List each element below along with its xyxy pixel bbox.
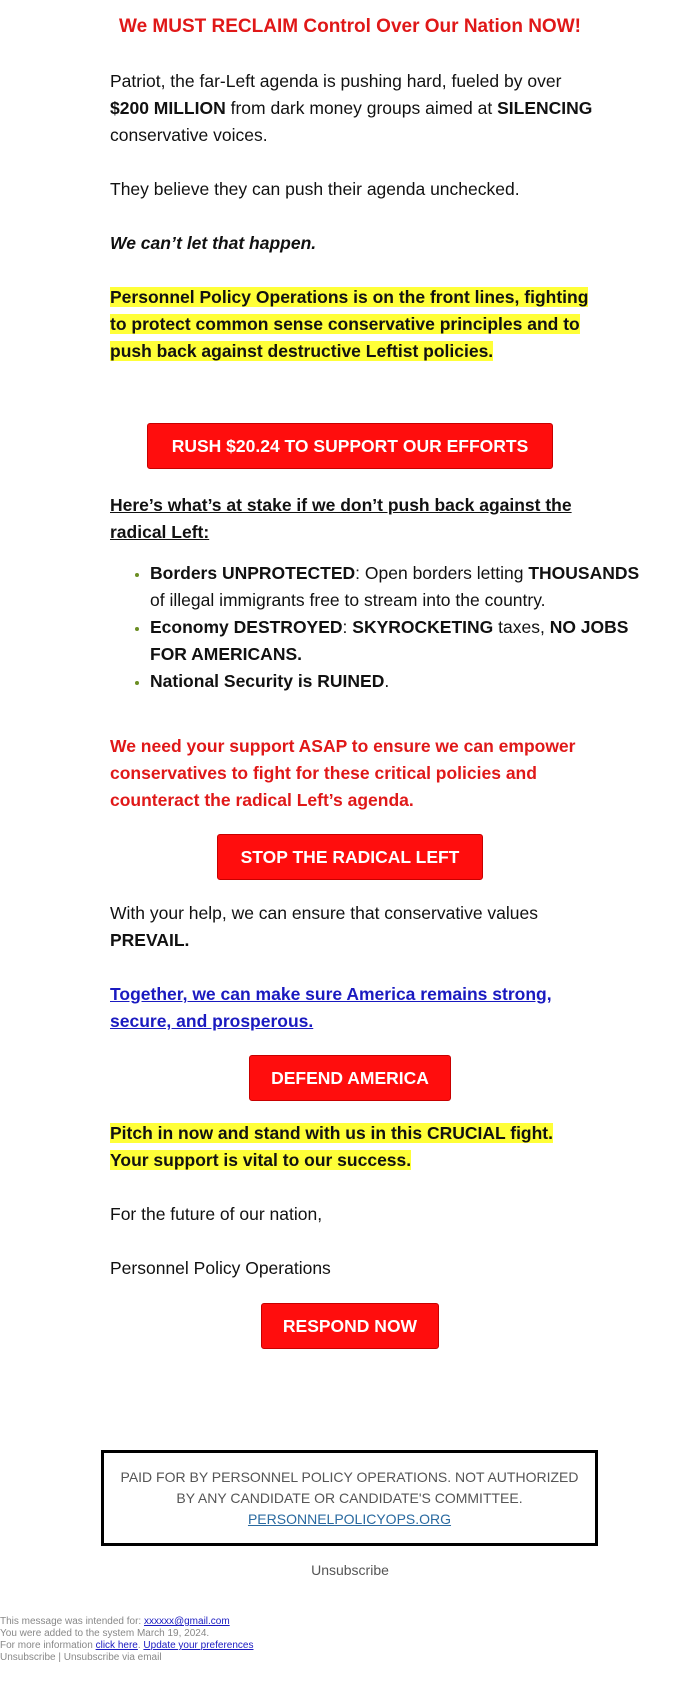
stake2-bold-3: NO JOBS FOR AMERICANS. [150,617,629,664]
footer-intended-text: This message was intended for: [0,1616,144,1627]
headline: We MUST RECLAIM Control Over Our Nation NOW! [119,16,581,37]
disclaimer-link[interactable]: PERSONNELPOLICYOPS.ORG [247,1511,452,1527]
stake1-text-1: : Open borders letting [355,563,529,583]
defend-america-button[interactable]: DEFEND AMERICA [249,1055,451,1101]
list-item [150,560,640,614]
help-text: With your help, we can ensure that conservative values [110,903,538,923]
disclaimer-text: PAID FOR BY PERSONNEL POLICY OPERATIONS. NOT AUTHORIZED BY ANY CANDIDATE OR CANDIDATE'S COMMITTEE. [120,1469,579,1506]
stake2-bold-2: SKYROCKETING [352,617,494,637]
highlight-text-1: Personnel Policy Operations is on the front lines, fighting to protect common sense conservative principles and to push back against destructive Leftist policies. [110,287,589,361]
stake2-text-1: : [342,617,353,637]
help-paragraph [110,900,600,954]
stake3-text-1: . [384,671,390,691]
signature: Personnel Policy Operations [110,1258,331,1278]
disclaimer-box [101,1450,598,1546]
intro-text-2: from dark money groups aimed at [225,98,498,118]
footer [0,1616,253,1664]
intro-text-1: Patriot, the far-Left agenda is pushing hard, fueled by over [110,71,562,91]
footer-separator: . [137,1640,144,1651]
stake1-bold-1: Borders UNPROTECTED [150,563,356,583]
list-item [150,668,640,695]
intro-paragraph [110,68,600,149]
intro-text-3: conservative voices. [110,125,268,145]
footer-line-2: You were added to the system March 19, 2024. [0,1628,210,1639]
help-bold: PREVAIL. [110,930,190,950]
list-item [150,614,640,668]
stakes-heading [110,492,600,546]
highlight-paragraph-2 [110,1120,590,1174]
stake2-text-2: taxes, [493,617,550,637]
highlight-paragraph-1 [110,284,590,365]
stakes-list [110,560,640,695]
rush-donate-button[interactable]: RUSH $20.24 TO SUPPORT OUR EFFORTS [147,423,553,469]
red-support-paragraph: We need your support ASAP to ensure we can empower conservatives to fight for these critical policies and counteract the radical Left’s agenda. [110,736,576,810]
intro-bold-1: $200 MILLION [110,98,226,118]
link-paragraph [110,981,600,1035]
intro-bold-2: SILENCING [497,98,593,118]
closing-line: For the future of our nation, [110,1204,323,1224]
stop-radical-left-button[interactable]: STOP THE RADICAL LEFT [217,834,483,880]
stake3-bold-1: National Security is RUINED [150,671,385,691]
together-link[interactable]: Together, we can make sure America remains strong, secure, and prosperous. [110,984,552,1031]
footer-more-info-text: For more information [0,1640,96,1651]
unsubscribe-link[interactable]: Unsubscribe [311,1562,389,1578]
stakes-heading-text: Here’s what’s at stake if we don’t push back against the radical Left: [110,495,572,542]
stake1-text-2: of illegal immigrants free to stream into the country. [150,590,546,610]
highlight-text-2: Pitch in now and stand with us in this CRUCIAL fight. Your support is vital to our success. [110,1123,553,1170]
footer-line-1 [0,1616,253,1628]
paragraph-cant-let: We can’t let that happen. [110,233,317,253]
footer-email-link[interactable]: xxxxxx@gmail.com [143,1616,230,1627]
footer-line-4[interactable]: Unsubscribe | Unsubscribe via email [0,1652,162,1663]
footer-preferences-link[interactable]: Update your preferences [143,1640,254,1651]
stake2-bold-1: Economy DESTROYED [150,617,343,637]
respond-now-button[interactable]: RESPOND NOW [261,1303,439,1349]
footer-click-here-link[interactable]: click here [95,1640,138,1651]
footer-line-3 [0,1640,253,1652]
stake1-bold-2: THOUSANDS [528,563,640,583]
paragraph-unchecked: They believe they can push their agenda unchecked. [110,179,520,199]
